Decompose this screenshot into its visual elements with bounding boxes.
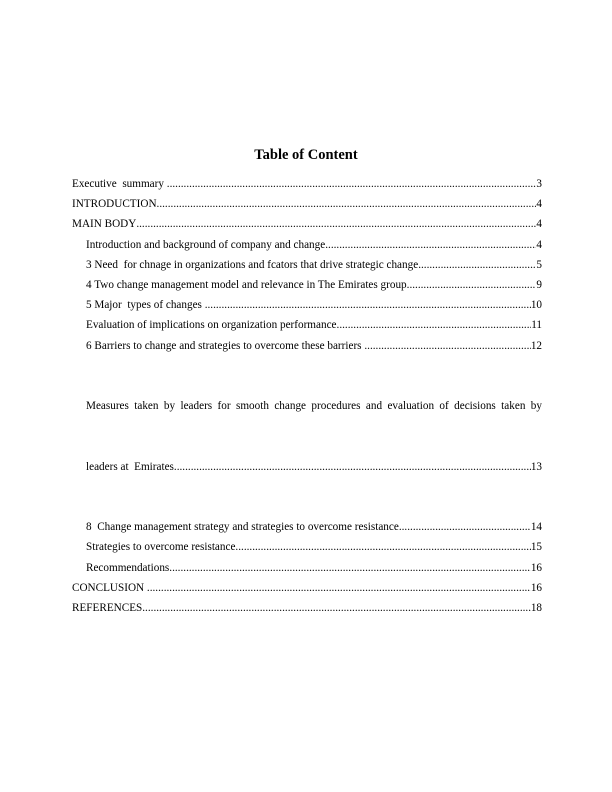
toc-entry-introduction[interactable] xyxy=(72,194,542,214)
dot-leader xyxy=(142,598,531,618)
toc-page-number: 16 xyxy=(530,561,542,574)
dot-leader xyxy=(169,558,531,578)
toc-entry-label: 5 Major types of changes xyxy=(86,299,205,312)
toc-entry-label-line2: leaders at Emirates xyxy=(86,460,174,473)
dot-leader xyxy=(325,235,536,255)
toc-page-number: 16 xyxy=(530,581,542,594)
dot-leader xyxy=(399,517,531,537)
toc-entry-references[interactable] xyxy=(72,598,542,618)
dot-leader xyxy=(147,578,531,598)
toc-page-number: 3 xyxy=(536,178,542,190)
toc-page-number: 13 xyxy=(530,460,542,473)
toc-page-number: 18 xyxy=(530,602,542,615)
dot-leader xyxy=(235,537,530,557)
toc-entry-label-line1: Measures taken by leaders for smooth change procedures and evaluation of decisions taken by xyxy=(86,400,542,413)
toc-entry-label: REFERENCES xyxy=(72,602,143,615)
toc-entry-label: MAIN BODY xyxy=(72,218,137,231)
dot-leader xyxy=(205,295,531,315)
toc-entry-change-management-model[interactable] xyxy=(72,275,542,295)
toc-entry-label: 6 Barriers to change and strategies to overcome these barriers xyxy=(86,339,365,352)
toc-entry-label: Recommendations xyxy=(86,561,170,574)
toc-entry-label: 4 Two change management model and relevance in The Emirates group xyxy=(86,278,407,291)
dot-leader xyxy=(174,457,531,477)
toc-entry-types-of-changes[interactable] xyxy=(72,295,542,315)
toc-page-number: 11 xyxy=(531,319,542,332)
toc-entry-evaluation-implications[interactable] xyxy=(72,315,542,335)
dot-leader xyxy=(136,214,536,234)
toc-entry-measures-by-leaders[interactable] xyxy=(72,356,542,518)
toc-page-number: 5 xyxy=(536,258,542,271)
toc-entry-overcome-resistance[interactable] xyxy=(72,537,542,557)
toc-entry-barriers-to-change[interactable] xyxy=(72,336,542,356)
toc-page-number: 14 xyxy=(530,521,542,534)
toc-entry-recommendations[interactable] xyxy=(72,558,542,578)
toc-page-number: 4 xyxy=(536,198,542,211)
toc-entry-label: 8 Change management strategy and strategies to overcome resistance xyxy=(86,521,399,534)
toc-entry-label: 3 Need for chnage in organizations and fcators that drive strategic change xyxy=(86,258,419,271)
toc-page-number: 15 xyxy=(530,541,542,554)
dot-leader xyxy=(167,174,537,194)
toc-page-number: 12 xyxy=(530,339,542,352)
toc-entry-conclusion[interactable] xyxy=(72,578,542,598)
dot-leader xyxy=(418,255,536,275)
toc-entry-label: INTRODUCTION xyxy=(72,198,157,211)
dot-leader xyxy=(407,275,537,295)
dot-leader xyxy=(364,336,530,356)
toc-entry-label: Strategies to overcome resistance xyxy=(86,541,236,554)
toc-entry-label: Evaluation of implications on organization performance xyxy=(86,319,337,332)
table-of-contents xyxy=(72,174,542,618)
toc-entry-need-for-change[interactable] xyxy=(72,255,542,275)
toc-entry-introduction-background[interactable] xyxy=(72,235,542,255)
toc-entry-main-body[interactable] xyxy=(72,214,542,234)
toc-title: Table of Content xyxy=(254,147,358,163)
toc-entry-executive-summary[interactable] xyxy=(72,174,542,194)
toc-entry-change-management-strategy[interactable] xyxy=(72,517,542,537)
toc-page-number: 9 xyxy=(536,278,542,291)
dot-leader xyxy=(157,194,537,214)
toc-entry-label-line2-row xyxy=(86,457,542,477)
toc-entry-label: Executive summary xyxy=(72,178,167,190)
toc-page-number: 10 xyxy=(530,299,542,312)
toc-page-number: 4 xyxy=(536,218,542,231)
toc-entry-label: Introduction and background of company and change xyxy=(86,238,326,251)
toc-entry-label: CONCLUSION xyxy=(72,581,147,594)
toc-page-number: 4 xyxy=(536,238,542,251)
dot-leader xyxy=(337,315,532,335)
